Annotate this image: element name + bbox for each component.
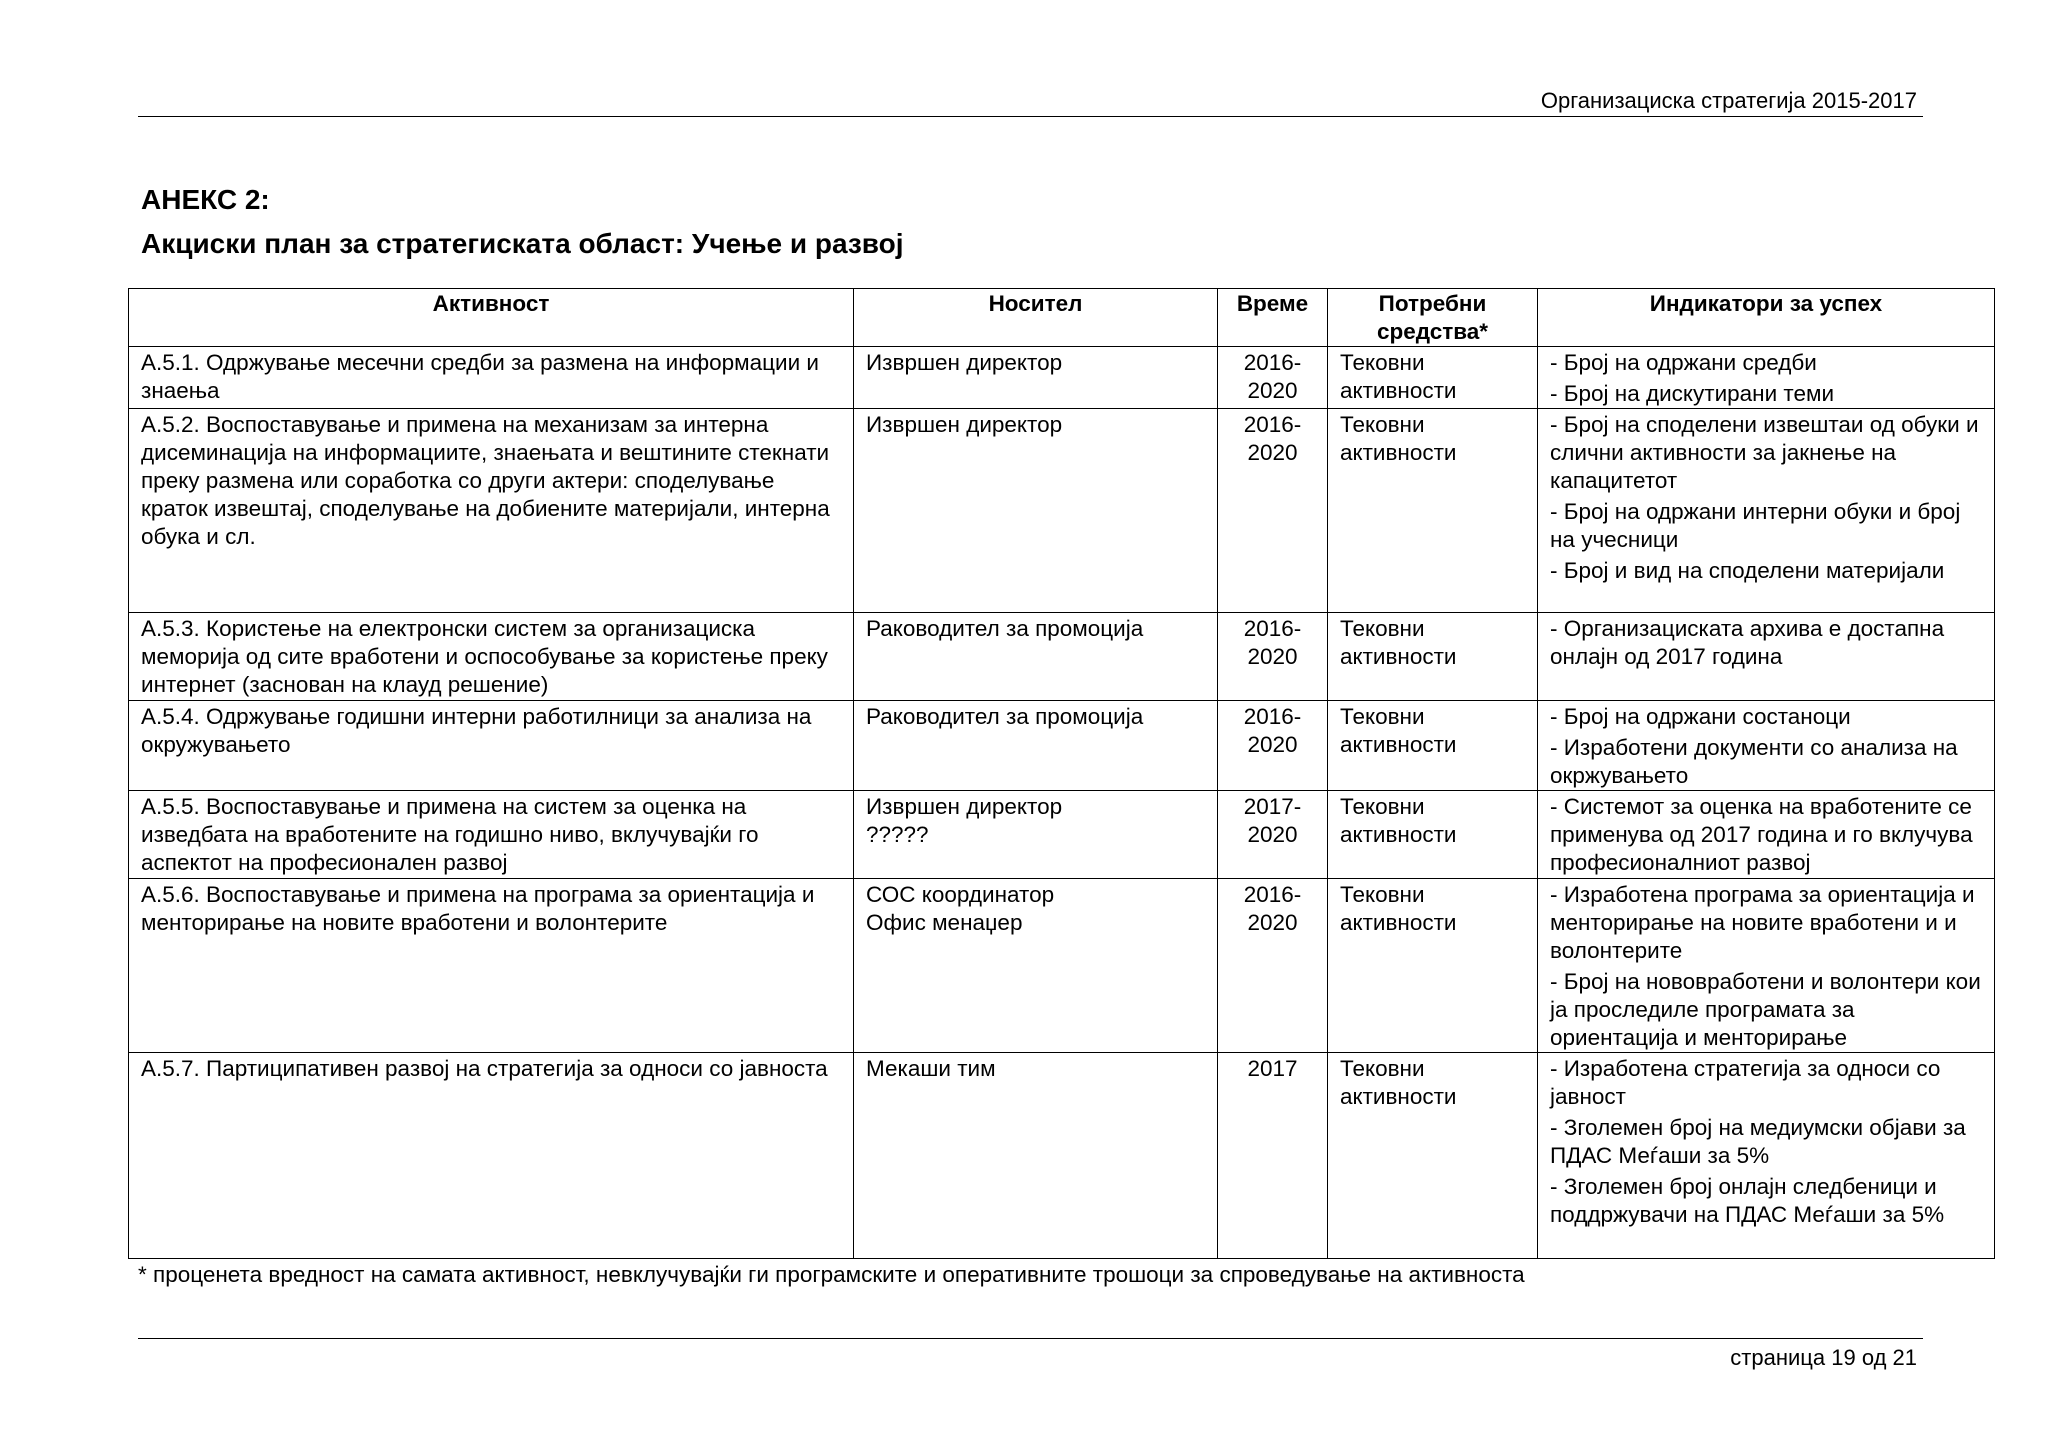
holder-cell (854, 409, 1218, 613)
holder-name: СОС координатор (866, 882, 1055, 907)
holder-cell (854, 1053, 1218, 1259)
document-title: Организациска стратегија 2015-2017 (1540, 88, 1917, 113)
resources-cell: Тековни активности (1328, 879, 1538, 1053)
holder-name: Мекаши тим (866, 1056, 996, 1081)
time-cell: 2016-2020 (1218, 347, 1328, 409)
indicators-cell (1538, 409, 1995, 613)
time-cell: 2016-2020 (1218, 701, 1328, 791)
resources-cell: Тековни активности (1328, 1053, 1538, 1259)
activity-cell: А.5.5. Воспоставување и примена на систем за оценка на изведбата на вработените на годишно ниво, вклучувајќи го аспектот на професионален развој (129, 791, 854, 879)
holder-name: Извршен директор (866, 412, 1063, 437)
holder-name: ????? (866, 822, 929, 847)
activity-cell: А.5.2. Воспоставување и примена на механизам за интерна дисеминација на информациите, знаењата и вештините стекнати преку размена или соработка со други актери: споделување краток извештај, споделување на добиените материјали, интерна обука и сл. (129, 409, 854, 613)
time-cell: 2017-2020 (1218, 791, 1328, 879)
indicators-cell (1538, 879, 1995, 1053)
indicator-item: - Број на одржани состаноци (1550, 703, 1982, 731)
holder-name: Раководител за промоција (866, 616, 1144, 641)
page-header (138, 86, 1923, 117)
indicator-item: - Број на споделени извештаи од обуки и слични активности за јакнење на капацитетот (1550, 411, 1982, 495)
indicators-cell (1538, 347, 1995, 409)
resources-cell: Тековни активности (1328, 701, 1538, 791)
activity-cell: А.5.7. Партиципативен развој на стратегија за односи со јавноста (129, 1053, 854, 1259)
column-header: Носител (854, 289, 1218, 347)
activity-cell: А.5.1. Одржување месечни средби за размена на информации и знаења (129, 347, 854, 409)
column-header: Индикатори за успех (1538, 289, 1995, 347)
indicator-item: - Зголемен број онлајн следбеници и поддржувачи на ПДАС Меѓаши за 5% (1550, 1173, 1982, 1229)
holder-cell (854, 613, 1218, 701)
indicators-cell (1538, 1053, 1995, 1259)
footnote: * проценета вредност на самата активност, невклучувајќи ги програмските и оперативните трошоци за спроведување на активноста (138, 1262, 1525, 1287)
activity-cell: А.5.3. Користење на електронски систем за организациска меморија од сите вработени и оспособување за користење преку интернет (заснован на клауд решение) (129, 613, 854, 701)
indicator-item: - Број на дискутирани теми (1550, 380, 1982, 408)
holder-name: Извршен директор (866, 794, 1063, 819)
time-cell: 2016-2020 (1218, 409, 1328, 613)
resources-cell: Тековни активности (1328, 613, 1538, 701)
table-row (129, 347, 1995, 409)
page-footer (138, 1338, 1923, 1370)
indicators-cell (1538, 613, 1995, 701)
section-title: Акциски план за стратегиската област: Учење и развој (141, 228, 904, 259)
table-row (129, 879, 1995, 1053)
holder-name: Извршен директор (866, 350, 1063, 375)
indicator-item: - Број на нововработени и волонтери кои ја проследиле програмата за ориентација и менторирање (1550, 968, 1982, 1052)
indicator-item: - Број на одржани интерни обуки и број на учесници (1550, 498, 1982, 554)
table-row (129, 701, 1995, 791)
resources-cell: Тековни активности (1328, 347, 1538, 409)
holder-cell (854, 879, 1218, 1053)
activity-cell: А.5.4. Одржување годишни интерни работилници за анализа на окружувањето (129, 701, 854, 791)
column-header: Потребни средства* (1328, 289, 1538, 347)
holder-cell (854, 791, 1218, 879)
time-cell: 2017 (1218, 1053, 1328, 1259)
indicator-item: - Системот за оценка на вработените се применува од 2017 година и го вклучува професионалниот развој (1550, 793, 1982, 877)
indicator-item: - Број на одржани средби (1550, 349, 1982, 377)
resources-cell: Тековни активности (1328, 409, 1538, 613)
holder-name: Офис менаџер (866, 910, 1023, 935)
table-row (129, 1053, 1995, 1259)
indicator-item: - Изработена програма за ориентација и менторирање на новите вработени и и волонтерите (1550, 881, 1982, 965)
holder-name: Раководител за промоција (866, 704, 1144, 729)
resources-cell: Тековни активности (1328, 791, 1538, 879)
column-header: Време (1218, 289, 1328, 347)
page-number: страница 19 од 21 (1730, 1345, 1917, 1370)
activity-cell: А.5.6. Воспоставување и примена на програма за ориентација и менторирање на новите вработени и волонтерите (129, 879, 854, 1053)
table-row (129, 409, 1995, 613)
indicators-cell (1538, 701, 1995, 791)
indicators-cell (1538, 791, 1995, 879)
holder-cell (854, 347, 1218, 409)
table-row (129, 791, 1995, 879)
indicator-item: - Зголемен број на медиумски објави за ПДАС Меѓаши за 5% (1550, 1114, 1982, 1170)
time-cell: 2016-2020 (1218, 613, 1328, 701)
time-cell: 2016-2020 (1218, 879, 1328, 1053)
indicator-item: - Број и вид на споделени материјали (1550, 557, 1982, 585)
annex-label: АНЕКС 2: (141, 184, 270, 215)
indicator-item: - Изработени документи со анализа на окржувањето (1550, 734, 1982, 790)
column-header: Активност (129, 289, 854, 347)
indicator-item: - Изработена стратегија за односи со јавност (1550, 1055, 1982, 1111)
holder-cell (854, 701, 1218, 791)
indicator-item: - Организациската архива е достапна онлајн од 2017 година (1550, 615, 1982, 671)
table-row (129, 613, 1995, 701)
action-plan-table (128, 288, 1995, 1259)
table-header-row (129, 289, 1995, 347)
